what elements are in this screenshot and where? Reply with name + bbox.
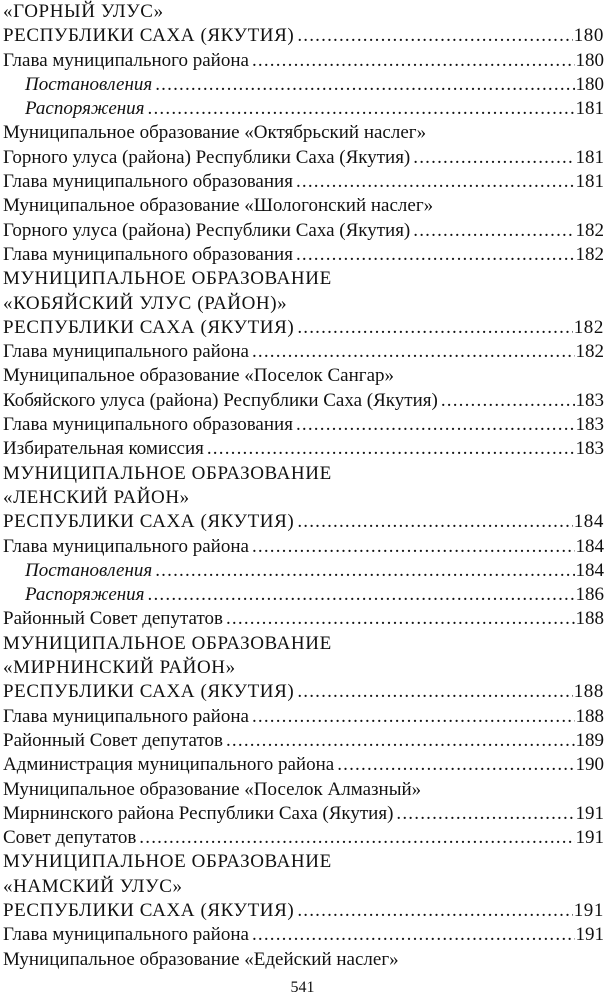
toc-entry xyxy=(3,413,604,437)
dot-leader xyxy=(413,146,574,170)
dot-leader xyxy=(441,389,575,413)
section-heading: «НАМСКИЙ УЛУС» xyxy=(3,875,183,897)
toc-text-line: Муниципальное образование «Октябрьский наслег» xyxy=(3,122,427,144)
section-heading: «ГОРНЫЙ УЛУС» xyxy=(3,1,164,22)
toc-entry-page: 180 xyxy=(573,25,604,47)
dot-leader xyxy=(396,802,574,826)
toc-entry-title: Распоряжения xyxy=(25,584,145,606)
toc-entry-title: Избирательная комиссия xyxy=(3,438,204,460)
toc-entry xyxy=(3,802,604,826)
dot-leader xyxy=(297,680,572,704)
toc-entry xyxy=(3,340,604,364)
dot-leader xyxy=(252,49,575,73)
toc-entry xyxy=(3,24,604,48)
dot-leader xyxy=(207,437,575,461)
toc-entry-page: 191 xyxy=(575,827,604,849)
section-heading: «КОБЯЙСКИЙ УЛУС (РАЙОН)» xyxy=(3,292,288,314)
toc-entry-title: Распоряжения xyxy=(25,98,145,120)
dot-leader xyxy=(139,826,574,850)
toc-entry-title: Глава муниципального района xyxy=(3,924,249,946)
toc-entry-title: Глава муниципального района xyxy=(3,535,249,557)
toc-entry-title: РЕСПУБЛИКИ САХА (ЯКУТИЯ) xyxy=(3,899,295,921)
toc-entry-title: Горного улуса (района) Республики Саха (Якутия) xyxy=(3,146,411,168)
dot-leader xyxy=(413,219,574,243)
toc-entry-title: РЕСПУБЛИКИ САХА (ЯКУТИЯ) xyxy=(3,316,295,338)
toc-entry-page: 186 xyxy=(575,584,604,606)
toc-entry xyxy=(3,219,604,243)
section-heading: МУНИЦИПАЛЬНОЕ ОБРАЗОВАНИЕ xyxy=(3,632,332,654)
toc-entry-page: 180 xyxy=(575,49,604,71)
toc-entry-page: 181 xyxy=(575,146,604,168)
toc-entry xyxy=(3,510,604,534)
toc-entry-page: 183 xyxy=(575,389,604,411)
section-heading: МУНИЦИПАЛЬНОЕ ОБРАЗОВАНИЕ xyxy=(3,268,332,290)
toc-entry-page: 188 xyxy=(575,608,604,630)
toc-entry-page: 182 xyxy=(575,219,604,241)
dot-leader xyxy=(226,729,575,753)
table-of-contents xyxy=(3,0,604,972)
toc-entry-title: РЕСПУБЛИКИ САХА (ЯКУТИЯ) xyxy=(3,681,295,703)
dot-leader xyxy=(252,340,575,364)
toc-text-line: Муниципальное образование «Едейский наслег» xyxy=(3,948,399,970)
toc-entry-page: 184 xyxy=(575,559,604,581)
dot-leader xyxy=(297,899,572,923)
toc-entry-page: 184 xyxy=(575,535,604,557)
toc-entry-page: 183 xyxy=(575,438,604,460)
toc-entry xyxy=(3,170,604,194)
toc-entry-title: Кобяйского улуса (района) Республики Саха (Якутия) xyxy=(3,389,438,411)
toc-entry-page: 183 xyxy=(575,414,604,436)
toc-entry-title: РЕСПУБЛИКИ САХА (ЯКУТИЯ) xyxy=(3,511,295,533)
toc-entry xyxy=(3,583,604,607)
toc-entry-page: 189 xyxy=(575,729,604,751)
toc-entry-title: Совет депутатов xyxy=(3,827,137,849)
dot-leader xyxy=(148,583,575,607)
dot-leader xyxy=(148,97,575,121)
toc-entry-title: Глава муниципального района xyxy=(3,705,249,727)
toc-entry xyxy=(3,316,604,340)
toc-entry-title: Глава муниципального образования xyxy=(3,414,293,436)
toc-entry-title: Постановления xyxy=(25,73,153,95)
toc-entry-page: 191 xyxy=(573,899,604,921)
section-heading: «ЛЕНСКИЙ РАЙОН» xyxy=(3,486,190,508)
toc-entry xyxy=(3,607,604,631)
toc-entry-title: Глава муниципального района xyxy=(3,341,249,363)
toc-entry-page: 181 xyxy=(575,98,604,120)
dot-leader xyxy=(297,510,572,534)
toc-entry-page: 180 xyxy=(575,73,604,95)
dot-leader xyxy=(297,24,572,48)
section-heading: МУНИЦИПАЛЬНОЕ ОБРАЗОВАНИЕ xyxy=(3,851,332,873)
dot-leader xyxy=(252,705,575,729)
dot-leader xyxy=(296,243,575,267)
dot-leader xyxy=(155,73,574,97)
toc-text-line: Муниципальное образование «Шологонский наслег» xyxy=(3,195,434,217)
section-heading: МУНИЦИПАЛЬНОЕ ОБРАЗОВАНИЕ xyxy=(3,462,332,484)
toc-text-line: Муниципальное образование «Поселок Сангар» xyxy=(3,365,395,387)
toc-entry-page: 182 xyxy=(573,316,604,338)
toc-entry xyxy=(3,535,604,559)
toc-entry-title: Глава муниципального района xyxy=(3,49,249,71)
section-heading: «МИРНИНСКИЙ РАЙОН» xyxy=(3,657,236,679)
toc-entry-title: Постановления xyxy=(25,559,153,581)
toc-entry xyxy=(3,97,604,121)
toc-entry-page: 184 xyxy=(573,511,604,533)
toc-entry-page: 190 xyxy=(575,754,604,776)
toc-entry xyxy=(3,243,604,267)
toc-text-line: Муниципальное образование «Поселок Алмазный» xyxy=(3,778,422,800)
dot-leader xyxy=(337,753,574,777)
toc-entry xyxy=(3,559,604,583)
toc-entry xyxy=(3,705,604,729)
toc-entry xyxy=(3,437,604,461)
toc-entry-page: 188 xyxy=(573,681,604,703)
toc-entry xyxy=(3,899,604,923)
toc-entry xyxy=(3,49,604,73)
dot-leader xyxy=(252,923,575,947)
toc-entry-title: Районный Совет депутатов xyxy=(3,608,223,630)
toc-entry-page: 182 xyxy=(575,243,604,265)
toc-entry xyxy=(3,826,604,850)
toc-entry-title: Глава муниципального образования xyxy=(3,171,293,193)
toc-entry-page: 191 xyxy=(575,924,604,946)
toc-entry-title: Районный Совет депутатов xyxy=(3,729,223,751)
toc-entry-page: 191 xyxy=(575,802,604,824)
page-number: 541 xyxy=(290,979,315,996)
toc-entry-title: РЕСПУБЛИКИ САХА (ЯКУТИЯ) xyxy=(3,25,295,47)
toc-entry-title: Администрация муниципального района xyxy=(3,754,335,776)
toc-entry xyxy=(3,753,604,777)
dot-leader xyxy=(296,170,575,194)
toc-entry-title: Мирнинского района Республики Саха (Якутия) xyxy=(3,802,394,824)
toc-entry xyxy=(3,680,604,704)
dot-leader xyxy=(226,607,575,631)
toc-entry-page: 181 xyxy=(575,171,604,193)
toc-entry-page: 188 xyxy=(575,705,604,727)
toc-entry xyxy=(3,146,604,170)
toc-entry xyxy=(3,389,604,413)
toc-entry-title: Горного улуса (района) Республики Саха (Якутия) xyxy=(3,219,411,241)
dot-leader xyxy=(155,559,574,583)
toc-entry xyxy=(3,923,604,947)
dot-leader xyxy=(296,413,575,437)
dot-leader xyxy=(297,316,572,340)
toc-entry-title: Глава муниципального образования xyxy=(3,243,293,265)
toc-entry xyxy=(3,729,604,753)
toc-entry-page: 182 xyxy=(575,341,604,363)
toc-entry xyxy=(3,73,604,97)
dot-leader xyxy=(252,535,575,559)
